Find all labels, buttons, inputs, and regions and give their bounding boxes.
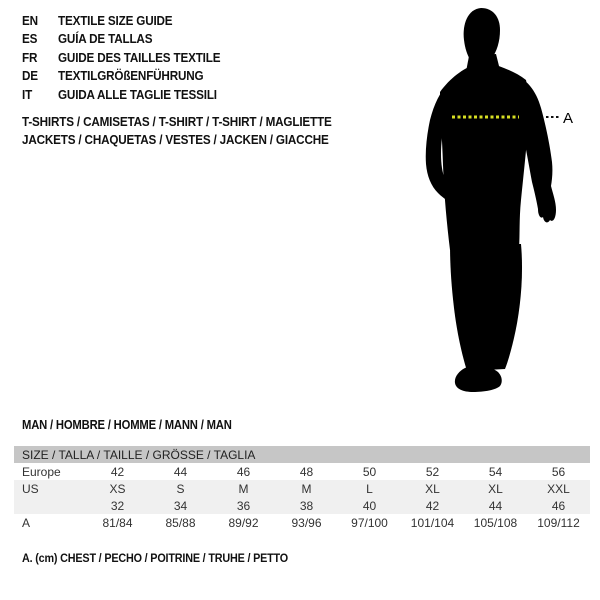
language-code: ES <box>22 31 38 47</box>
table-cell: 36 <box>212 497 275 514</box>
silhouette-shoe <box>455 366 502 392</box>
table-cell: 109/112 <box>537 515 580 530</box>
table-row-us <box>14 480 590 497</box>
table-cell: 97/100 <box>351 515 388 530</box>
language-code: DE <box>22 68 38 84</box>
language-label: GUÍA DE TALLAS <box>58 31 153 47</box>
row-label: Europe <box>22 464 61 479</box>
language-label: TEXTILE SIZE GUIDE <box>58 13 173 28</box>
table-cell: L <box>338 480 401 497</box>
table-row-europe <box>14 463 590 480</box>
language-code: FR <box>22 49 38 65</box>
row-label: A <box>22 515 31 530</box>
man-silhouette <box>426 8 556 392</box>
section-title-man: MAN / HOMBRE / HOMME / MANN / MAN <box>22 418 232 432</box>
language-label: GUIDE DES TAILLES TEXTILE <box>58 49 221 65</box>
table-cell: 89/92 <box>228 515 259 530</box>
table-cell: 32 <box>86 497 149 514</box>
size-table-header-row <box>14 446 590 463</box>
language-label: GUIDA ALLE TAGLIE TESSILI <box>58 86 217 102</box>
table-cell: XL <box>464 480 527 497</box>
garment-line-tshirts: T-SHIRTS / CAMISETAS / T-SHIRT / T-SHIRT / MAGLIETTE <box>22 114 332 129</box>
table-cell: 93/96 <box>291 515 322 530</box>
table-cell: S <box>149 480 212 497</box>
table-cell: 54 <box>488 464 503 479</box>
table-cell: XXL <box>527 480 590 497</box>
table-cell: 52 <box>425 464 440 479</box>
table-cell: 42 <box>110 464 125 479</box>
table-cell: XS <box>86 480 149 497</box>
table-cell: 46 <box>236 464 251 479</box>
table-cell: 38 <box>275 497 338 514</box>
table-cell: 85/88 <box>165 515 196 530</box>
silhouette-head <box>464 8 500 61</box>
table-cell: 81/84 <box>102 515 133 530</box>
table-cell: 42 <box>401 497 464 514</box>
size-table <box>14 446 590 531</box>
table-cell: 34 <box>149 497 212 514</box>
silhouette-legs <box>450 244 522 371</box>
measurement-a-label: A <box>563 110 574 127</box>
table-cell: 105/108 <box>473 515 518 530</box>
garment-line-jackets: JACKETS / CHAQUETAS / VESTES / JACKEN / GIACCHE <box>22 132 329 148</box>
table-cell: XL <box>401 480 464 497</box>
row-label: US <box>14 480 86 497</box>
table-cell: 46 <box>527 497 590 514</box>
table-cell: 44 <box>464 497 527 514</box>
language-label: TEXTILGRÖßENFÜHRUNG <box>58 68 204 84</box>
size-table-header: SIZE / TALLA / TAILLE / GRÖSSE / TAGLIA <box>14 446 590 463</box>
table-cell: M <box>275 480 338 497</box>
table-cell: 48 <box>299 464 314 479</box>
table-row-numeric <box>14 497 590 514</box>
row-label <box>14 497 86 514</box>
measurement-footnote: A. (cm) CHEST / PECHO / POITRINE / TRUHE / PETTO <box>22 551 288 565</box>
table-cell: 56 <box>551 464 566 479</box>
language-code: EN <box>22 13 38 28</box>
table-row-chest-a <box>14 514 590 531</box>
table-cell: M <box>212 480 275 497</box>
table-cell: 40 <box>338 497 401 514</box>
language-code: IT <box>22 86 33 102</box>
table-cell: 50 <box>362 464 377 479</box>
table-cell: 101/104 <box>410 515 455 530</box>
table-cell: 44 <box>173 464 188 479</box>
